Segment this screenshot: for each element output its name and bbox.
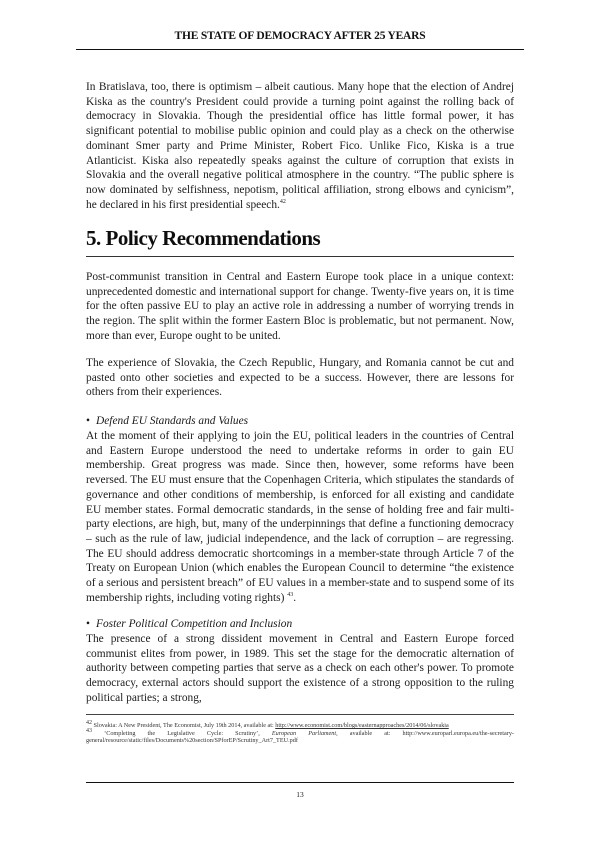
- footnote-number: 42: [86, 719, 92, 726]
- bullet-title: Foster Political Competition and Inclusion: [96, 618, 293, 630]
- header-divider: [76, 49, 524, 50]
- bullet-title: Defend EU Standards and Values: [96, 415, 249, 427]
- footnote-item: [86, 727, 514, 745]
- footnote-ref[interactable]: 42: [279, 198, 286, 205]
- bullet-paragraph: The presence of a strong dissident movement in Central and Eastern Europe forced communist elites from power, in 1989. This set the stage for the democratic alternation of authority between competing parties that serve as a check on each other's power. To promote democracy, external actors should support the existence of a strong opposition to the ruling political parties; a strong,: [86, 633, 514, 704]
- footnote-ref[interactable]: 43: [287, 591, 294, 598]
- footnote-link[interactable]: http://www.economist.com/blogs/easternapproaches/2014/06/slovakia: [275, 722, 449, 729]
- footnote-publication: European Parliament: [271, 729, 337, 737]
- section-heading: 5. Policy Recommendations: [86, 226, 321, 250]
- footnote-divider: [86, 714, 514, 715]
- bullet-paragraph-text: At the moment of their applying to join the EU, political leaders in the countries of Central and Eastern Europe understood the need to undertake reforms in order to gain EU membership. Great progress was made. Since then, however, some reforms have been reversed. The EU must ensure that the Copenhagen Criteria, which stipulates the standards of governance and other conditions of membership, is enforced for all existing and candidate EU member states. Formal democratic standards, in the sense of holding free and fair multi-party elections, are high, but, many of the underpinnings that define a functioning democracy – such as the rule of law, judicial independence, and the lack of corruption – are regressing. The EU should address democratic shortcomings in a member-state through Article 7 of the Treaty on European Union (which enables the European Council to determine “the existence of a serious and persistent breach” of EU values in a member-state and to suspend some of its membership rights, including voting rights): [86, 430, 514, 604]
- footnote-text: Slovakia: A New President, The Economist, July 19th 2014, available at:: [93, 722, 276, 729]
- bullet-paragraph: [86, 429, 514, 605]
- footnote-text: ‘Completing the Legislative Cycle: Scrutiny’,: [104, 729, 272, 737]
- footnote-text: , available at: http://www.europarl.europa.eu/the-secretary-general/resource/static/files/Documents%20section/SPforEP/Scrutiny_Art7_TEU.pdf: [86, 729, 514, 745]
- section-paragraph: Post-communist transition in Central and Eastern Europe took place in a unique context: unprecedented domestic and international support for change. Twenty-five years on, it is time for the often passive EU to play an active role in addressing a number of worrying trends in the region. The split within the former Eastern Bloc is problematic, but not permanent. Now, more than ever, Europe ought to be united.: [86, 271, 514, 342]
- footnote-number: 43: [86, 727, 92, 734]
- intro-paragraph-text: In Bratislava, too, there is optimism – albeit cautious. Many hope that the election of Andrej Kiska as the country's President could provide a turning point against the rolling back of democracy in Slovakia. Though the presidential office has little formal power, it has significant potential to mobilise public opinion and could play as a check on the otherwise dominant Smer party and Prime Minister, Robert Fico. Unlike Fico, Kiska is a true Atlanticist. Kiska also repeatedly speaks against the culture of corruption that exists in Slovakia and the overall negative political atmosphere in the country. “The public sphere is now dominated by selfishness, nepotism, political affiliation, strong elbows and cynicism”, he declared in his first presidential speech.: [86, 81, 514, 211]
- section-heading-divider: [86, 256, 514, 257]
- bullet-icon: •: [86, 415, 90, 427]
- bullet-heading-defend-eu-standards: [86, 415, 248, 427]
- bullet-heading-foster-political-competition: [86, 618, 292, 630]
- intro-paragraph: [86, 80, 514, 212]
- bullet-icon: •: [86, 618, 90, 630]
- trailing-punctuation: .: [293, 591, 297, 604]
- footnote-item: [86, 719, 514, 730]
- section-paragraph: The experience of Slovakia, the Czech Republic, Hungary, and Romania cannot be cut and pasted onto other societies and expected to be a success. However, there are lessons for others from their experiences.: [86, 357, 514, 399]
- footer-divider: [86, 782, 514, 783]
- page-number: 13: [296, 790, 304, 799]
- footnotes: [86, 719, 514, 745]
- running-header-title: THE STATE OF DEMOCRACY AFTER 25 YEARS: [174, 30, 426, 42]
